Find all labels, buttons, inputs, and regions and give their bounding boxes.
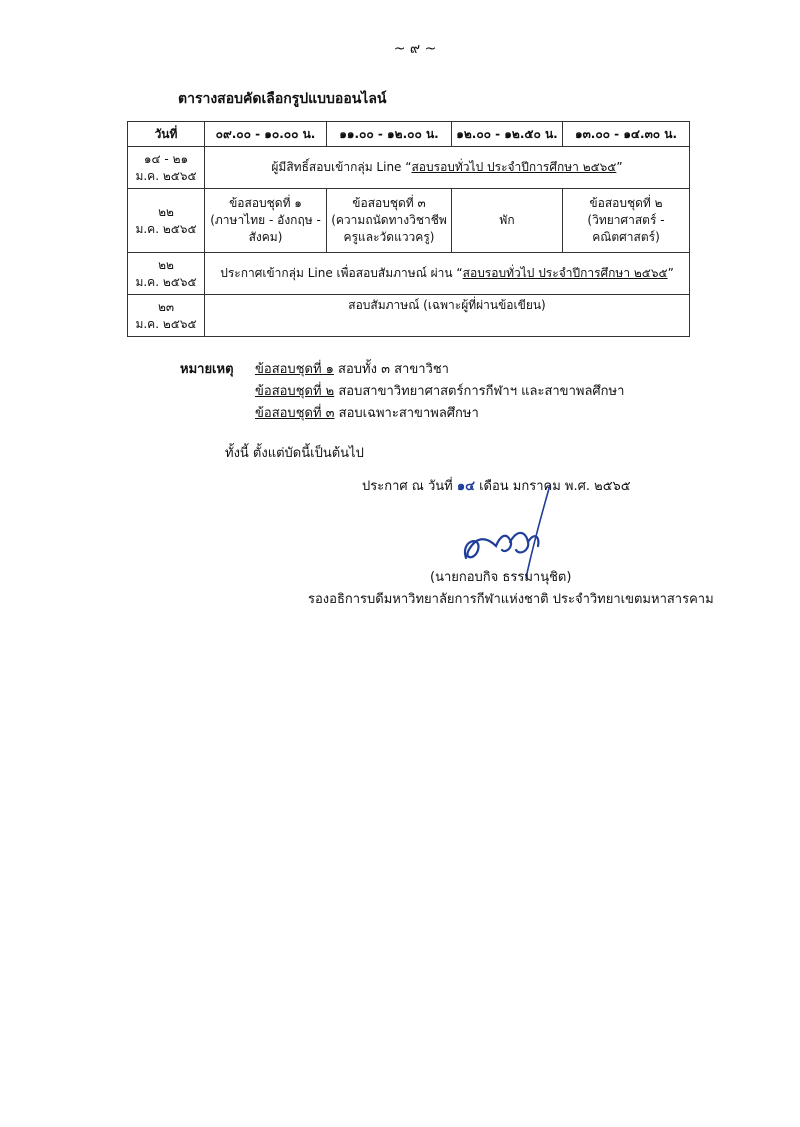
date-day: ๒๒: [158, 257, 174, 272]
exam-set-1-title: ข้อสอบชุดที่ ๑: [229, 196, 302, 210]
break-cell: พัก: [452, 189, 563, 253]
date-cell: [128, 295, 205, 337]
announcement-day: ๑๔: [456, 479, 475, 494]
line-group-close-quote: ”: [616, 160, 623, 174]
date-day: ๒๓: [157, 299, 175, 314]
exam-set-3-subjects: (ความถนัดทางวิชาชีพ: [331, 213, 447, 227]
date-day: ๒๒: [158, 204, 174, 219]
exam-set-1-cell: [205, 189, 327, 253]
note-item: [255, 403, 479, 424]
effective-statement: ทั้งนี้ ตั้งแต่บัดนี้เป็นต้นไป: [225, 446, 364, 461]
note-description: สอบเฉพาะสาขาพลศึกษา: [334, 406, 479, 421]
table-row: [128, 147, 690, 189]
exam-set-1-subjects: (ภาษาไทย - อังกฤษ -: [210, 213, 321, 227]
table-row: [128, 253, 690, 295]
header-slot-1: ๐๙.๐๐ - ๑๐.๐๐ น.: [205, 122, 327, 147]
interview-line-group-name: สอบรอบทั่วไป ประจำปีการศึกษา ๒๕๖๕: [462, 266, 668, 280]
note-description: สอบสาขาวิทยาศาสตร์การกีฬาฯ และสาขาพลศึกษา: [334, 384, 625, 399]
note-set-name: ข้อสอบชุดที่ ๓: [255, 406, 335, 421]
header-slot-2: ๑๑.๐๐ - ๑๒.๐๐ น.: [327, 122, 452, 147]
note-description: สอบทั้ง ๓ สาขาวิชา: [333, 362, 449, 377]
interview-cell: สอบสัมภาษณ์ (เฉพาะผู้ที่ผ่านข้อเขียน): [205, 295, 690, 337]
header-slot-3: ๑๒.๐๐ - ๑๒.๕๐ น.: [452, 122, 563, 147]
signature-stroke: [526, 485, 550, 578]
interview-line-close-quote: ”: [667, 266, 674, 280]
note-set-name: ข้อสอบชุดที่ ๑: [255, 362, 334, 377]
exam-set-2-cell: [563, 189, 690, 253]
line-group-name: สอบรอบทั่วไป ประจำปีการศึกษา ๒๕๖๕: [411, 160, 617, 174]
exam-set-1-subjects-end: สังคม): [248, 230, 283, 244]
exam-set-2-subjects-end: คณิตศาสตร์): [592, 230, 660, 244]
date-cell: [128, 147, 205, 189]
interview-line-cell: [205, 253, 690, 295]
notes-label: หมายเหตุ: [180, 362, 234, 377]
page-title: ตารางสอบคัดเลือกรูปแบบออนไลน์: [178, 91, 387, 107]
exam-set-3-cell: [327, 189, 452, 253]
date-month: ม.ค. ๒๕๖๕: [135, 221, 197, 236]
signature-image: [440, 480, 570, 580]
date-range: ๑๔ - ๒๑: [143, 151, 189, 166]
exam-set-2-subjects: (วิทยาศาสตร์ -: [587, 213, 665, 227]
exam-schedule-table: [127, 121, 690, 337]
signature-stroke: [465, 533, 538, 558]
exam-set-3-title: ข้อสอบชุดที่ ๓: [352, 196, 426, 210]
note-item: [255, 381, 624, 402]
table-row: [128, 189, 690, 253]
signer-position: รองอธิการบดีมหาวิทยาลัยการกีฬาแห่งชาติ ประจำวิทยาเขตมหาสารคาม: [308, 592, 714, 607]
table-header-row: [128, 122, 690, 147]
signer-name: (นายกอบกิจ ธรรมานุชิต): [430, 570, 572, 585]
announcement-prefix: ประกาศ ณ วันที่: [362, 479, 457, 494]
exam-set-3-subjects-end: ครูและวัดแววครู): [343, 230, 435, 244]
date-cell: [128, 189, 205, 253]
date-month: ม.ค. ๒๕๖๕: [135, 316, 197, 331]
line-group-cell: [205, 147, 690, 189]
date-month: ม.ค. ๒๕๖๕: [135, 274, 197, 289]
date-cell: [128, 253, 205, 295]
exam-set-2-title: ข้อสอบชุดที่ ๒: [589, 196, 663, 210]
table-row: [128, 295, 690, 337]
interview-line-text: ประกาศเข้ากลุ่ม Line เพื่อสอบสัมภาษณ์ ผ่าน “: [220, 266, 463, 280]
line-group-text: ผู้มีสิทธิ์สอบเข้ากลุ่ม Line “: [271, 160, 412, 174]
header-date: วันที่: [128, 122, 205, 147]
header-slot-4: ๑๓.๐๐ - ๑๔.๓๐ น.: [563, 122, 690, 147]
note-set-name: ข้อสอบชุดที่ ๒: [255, 384, 335, 399]
date-month: ม.ค. ๒๕๖๕: [135, 168, 197, 183]
page-number: ~ ๙ ~: [393, 41, 437, 57]
note-item: [255, 359, 449, 380]
announcement-suffix: เดือน มกราคม พ.ศ. ๒๕๖๕: [474, 479, 631, 494]
